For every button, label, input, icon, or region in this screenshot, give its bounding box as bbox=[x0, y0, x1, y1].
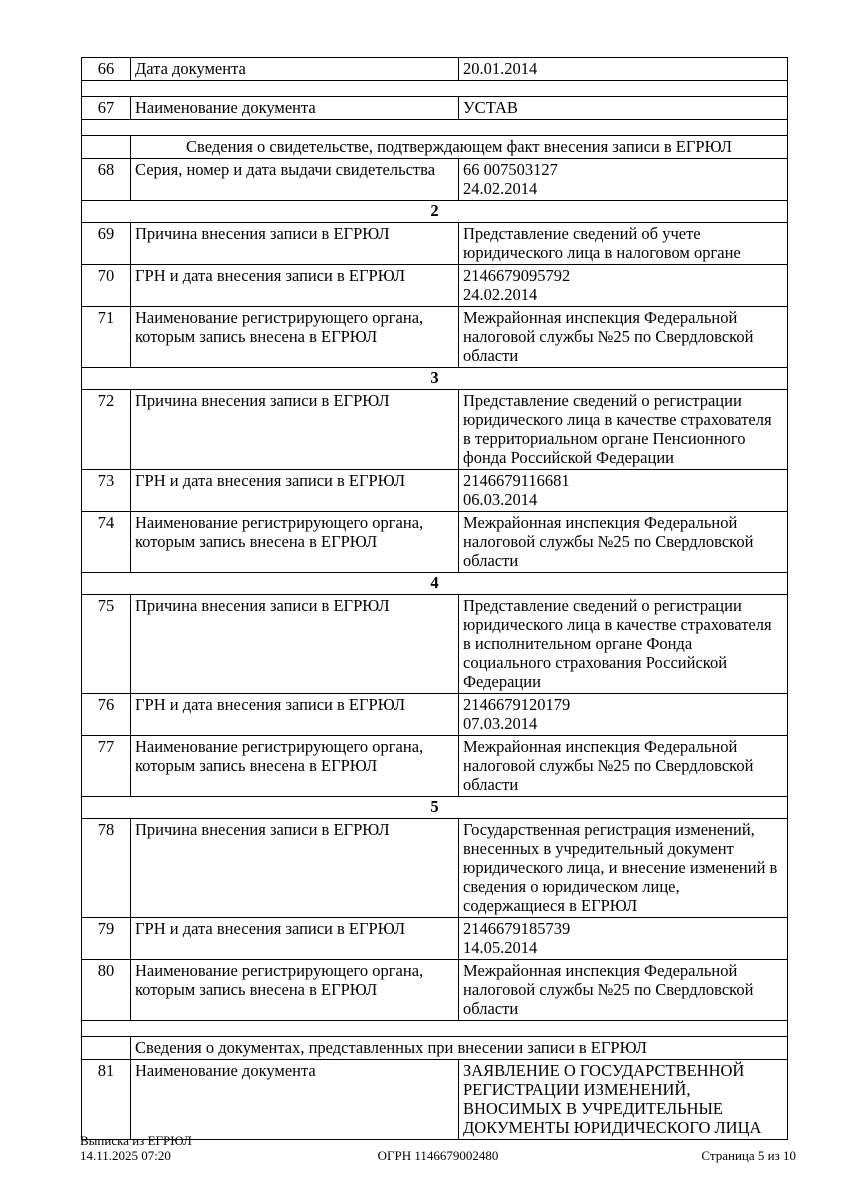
row-label-cell: Причина внесения записи в ЕГРЮЛ bbox=[131, 223, 459, 265]
value-line: Государственная регистрация изменений, внесенных в учредительный документ юридического лица, и внесение изменений в сведения о юридическом лице, содержащиеся в ЕГРЮЛ bbox=[463, 820, 778, 915]
row-number-cell: 67 bbox=[82, 97, 131, 120]
table-row-81 bbox=[82, 1060, 788, 1140]
footer-ogrn: ОГРН 1146679002480 bbox=[377, 1148, 499, 1163]
subheader-cell: Сведения о документах, представленных при внесении записи в ЕГРЮЛ bbox=[131, 1037, 788, 1060]
row-number-cell: 81 bbox=[82, 1060, 131, 1140]
value-line: Представление сведений о регистрации юридического лица в качестве страхователя в территориальном органе Пенсионного фонда Российской Федерации bbox=[463, 391, 772, 467]
value-line: 24.02.2014 bbox=[463, 285, 538, 304]
row-number-cell: 74 bbox=[82, 512, 131, 573]
row-label-cell: Наименование регистрирующего органа, которым запись внесена в ЕГРЮЛ bbox=[131, 736, 459, 797]
row-value-cell bbox=[459, 223, 788, 265]
row-label-cell: ГРН и дата внесения записи в ЕГРЮЛ bbox=[131, 918, 459, 960]
row-number-cell: 68 bbox=[82, 159, 131, 201]
value-line: 14.05.2014 bbox=[463, 938, 538, 957]
table-row-69 bbox=[82, 223, 788, 265]
row-label-cell: Наименование регистрирующего органа, которым запись внесена в ЕГРЮЛ bbox=[131, 960, 459, 1021]
row-number-cell: 69 bbox=[82, 223, 131, 265]
table-row-75 bbox=[82, 595, 788, 694]
row-value-cell bbox=[459, 1060, 788, 1140]
row-label-cell: ГРН и дата внесения записи в ЕГРЮЛ bbox=[131, 470, 459, 512]
section-number: 2 bbox=[82, 201, 788, 223]
footer-datetime: 14.11.2025 07:20 bbox=[80, 1148, 171, 1163]
section-number-row bbox=[82, 797, 788, 819]
section-number-row bbox=[82, 368, 788, 390]
value-line: Представление сведений о регистрации юридического лица в качестве страхователя в исполнительном органе Фонда социального страхования Российской Федерации bbox=[463, 596, 772, 691]
row-number-cell: 72 bbox=[82, 390, 131, 470]
row-label-cell: Причина внесения записи в ЕГРЮЛ bbox=[131, 819, 459, 918]
subheader-row bbox=[82, 136, 788, 159]
egrul-records-table bbox=[81, 57, 788, 1140]
row-value-cell bbox=[459, 918, 788, 960]
table-row-72 bbox=[82, 390, 788, 470]
value-line: 20.01.2014 bbox=[463, 59, 538, 78]
spacer-row bbox=[82, 120, 788, 136]
value-line: 66 007503127 bbox=[463, 160, 558, 179]
value-line: 07.03.2014 bbox=[463, 714, 538, 733]
row-value-cell bbox=[459, 819, 788, 918]
table-row-74 bbox=[82, 512, 788, 573]
value-line: 2146679120179 bbox=[463, 695, 571, 714]
spacer-cell bbox=[82, 1021, 788, 1037]
row-label-cell: Наименование документа bbox=[131, 97, 459, 120]
value-line: Межрайонная инспекция Федеральной налоговой службы №25 по Свердловской области bbox=[463, 513, 754, 570]
row-value-cell bbox=[459, 736, 788, 797]
subheader-row bbox=[82, 1037, 788, 1060]
value-line: УСТАВ bbox=[463, 98, 518, 117]
table-row-78 bbox=[82, 819, 788, 918]
value-line: Представление сведений об учете юридического лица в налоговом органе bbox=[463, 224, 741, 262]
table-row-71 bbox=[82, 307, 788, 368]
row-number-cell: 71 bbox=[82, 307, 131, 368]
row-value-cell bbox=[459, 159, 788, 201]
row-label-cell: Серия, номер и дата выдачи свидетельства bbox=[131, 159, 459, 201]
table-row-76 bbox=[82, 694, 788, 736]
table-row-67 bbox=[82, 97, 788, 120]
footer-doc-type: Выписка из ЕГРЮЛ bbox=[80, 1133, 192, 1148]
row-label-cell: ГРН и дата внесения записи в ЕГРЮЛ bbox=[131, 694, 459, 736]
spacer-row bbox=[82, 81, 788, 97]
value-line: 06.03.2014 bbox=[463, 490, 538, 509]
row-label-cell: Дата документа bbox=[131, 58, 459, 81]
row-value-cell bbox=[459, 595, 788, 694]
row-value-cell bbox=[459, 307, 788, 368]
row-number-cell: 79 bbox=[82, 918, 131, 960]
row-value-cell bbox=[459, 390, 788, 470]
value-line: 2146679095792 bbox=[463, 266, 571, 285]
subheader-cell: Сведения о свидетельстве, подтверждающем факт внесения записи в ЕГРЮЛ bbox=[131, 136, 788, 159]
row-label-cell: Причина внесения записи в ЕГРЮЛ bbox=[131, 390, 459, 470]
row-number-cell: 75 bbox=[82, 595, 131, 694]
section-number: 4 bbox=[82, 573, 788, 595]
section-number-row bbox=[82, 201, 788, 223]
spacer-cell bbox=[82, 81, 788, 97]
spacer-row bbox=[82, 1021, 788, 1037]
row-value-cell bbox=[459, 265, 788, 307]
value-line: 24.02.2014 bbox=[463, 179, 538, 198]
row-label-cell: Наименование регистрирующего органа, которым запись внесена в ЕГРЮЛ bbox=[131, 512, 459, 573]
egrul-table-body bbox=[82, 58, 788, 1140]
row-label-cell: Наименование документа bbox=[131, 1060, 459, 1140]
row-label-cell: Причина внесения записи в ЕГРЮЛ bbox=[131, 595, 459, 694]
row-label-cell: ГРН и дата внесения записи в ЕГРЮЛ bbox=[131, 265, 459, 307]
value-line: Межрайонная инспекция Федеральной налоговой службы №25 по Свердловской области bbox=[463, 961, 754, 1018]
table-row-79 bbox=[82, 918, 788, 960]
row-number-cell: 73 bbox=[82, 470, 131, 512]
row-value-cell bbox=[459, 470, 788, 512]
section-number: 5 bbox=[82, 797, 788, 819]
row-number-cell: 78 bbox=[82, 819, 131, 918]
row-value-cell bbox=[459, 960, 788, 1021]
row-number-cell: 77 bbox=[82, 736, 131, 797]
table-row-68 bbox=[82, 159, 788, 201]
row-number-cell: 66 bbox=[82, 58, 131, 81]
row-value-cell bbox=[459, 694, 788, 736]
section-number-row bbox=[82, 573, 788, 595]
row-value-cell bbox=[459, 97, 788, 120]
table-row-80 bbox=[82, 960, 788, 1021]
spacer-cell bbox=[82, 120, 788, 136]
table-row-77 bbox=[82, 736, 788, 797]
row-value-cell bbox=[459, 58, 788, 81]
value-line: ЗАЯВЛЕНИЕ О ГОСУДАРСТВЕННОЙ РЕГИСТРАЦИИ ИЗМЕНЕНИЙ, ВНОСИМЫХ В УЧРЕДИТЕЛЬНЫЕ ДОКУМЕНТЫ ЮРИДИЧЕСКОГО ЛИЦА bbox=[463, 1061, 762, 1137]
value-line: Межрайонная инспекция Федеральной налоговой службы №25 по Свердловской области bbox=[463, 308, 754, 365]
row-number-cell: 70 bbox=[82, 265, 131, 307]
footer-left-block bbox=[80, 1133, 192, 1163]
value-line: 2146679185739 bbox=[463, 919, 571, 938]
table-row-73 bbox=[82, 470, 788, 512]
section-number: 3 bbox=[82, 368, 788, 390]
row-number-cell: 80 bbox=[82, 960, 131, 1021]
row-label-cell: Наименование регистрирующего органа, которым запись внесена в ЕГРЮЛ bbox=[131, 307, 459, 368]
footer-page-indicator: Страница 5 из 10 bbox=[701, 1148, 796, 1163]
subheader-empty-cell bbox=[82, 136, 131, 159]
table-row-66 bbox=[82, 58, 788, 81]
table-row-70 bbox=[82, 265, 788, 307]
value-line: Межрайонная инспекция Федеральной налоговой службы №25 по Свердловской области bbox=[463, 737, 754, 794]
row-value-cell bbox=[459, 512, 788, 573]
value-line: 2146679116681 bbox=[463, 471, 570, 490]
row-number-cell: 76 bbox=[82, 694, 131, 736]
page-footer bbox=[80, 1133, 796, 1163]
subheader-empty-cell bbox=[82, 1037, 131, 1060]
